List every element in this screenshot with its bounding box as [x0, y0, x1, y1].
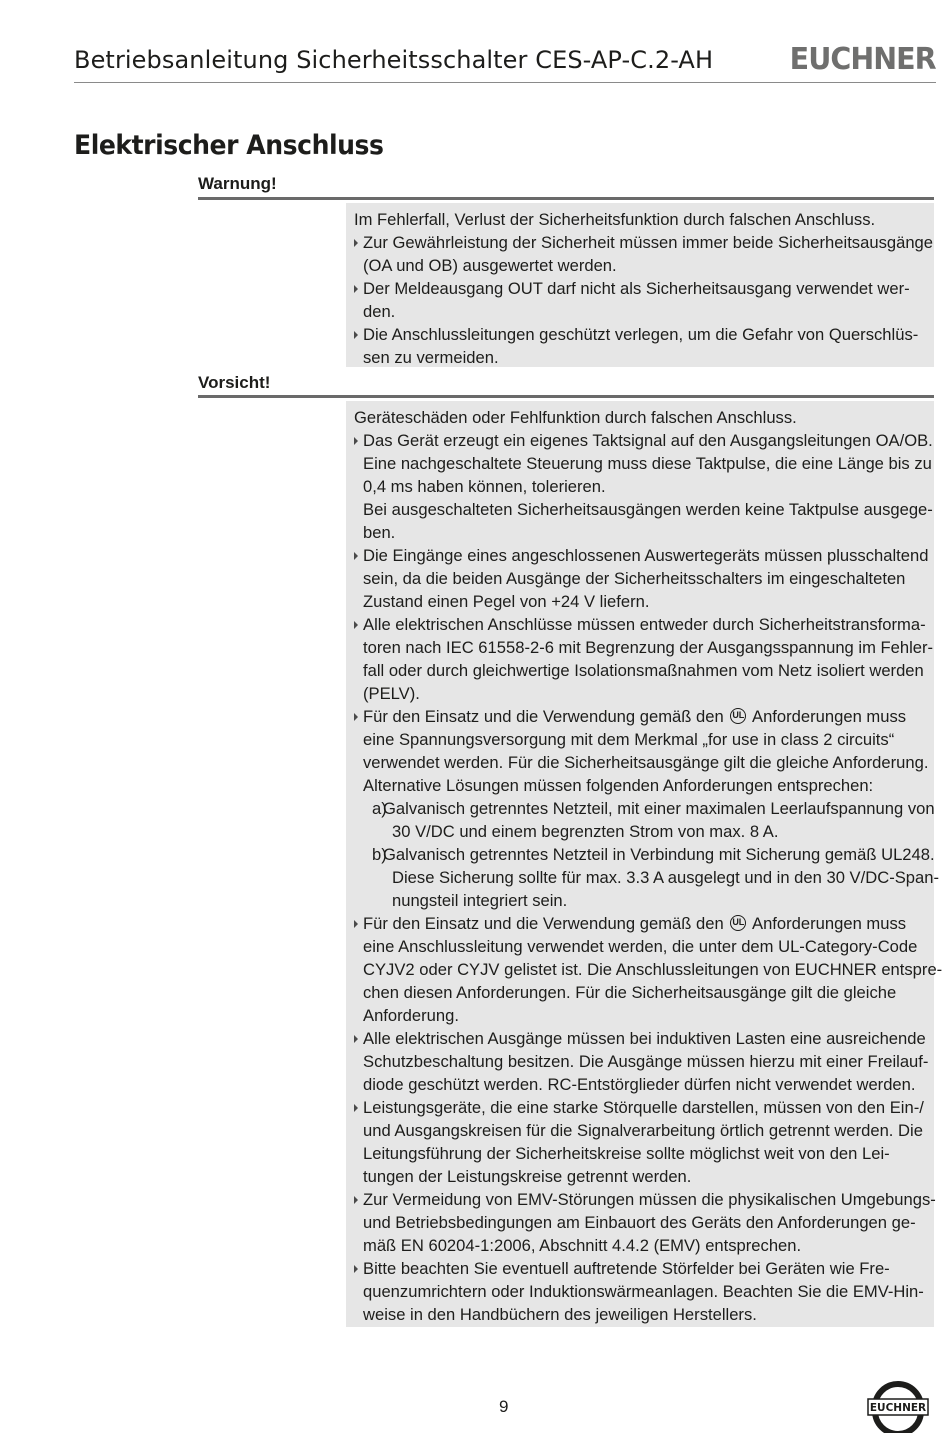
item-line: Das Gerät erzeugt ein eigenes Taktsignal auf den Ausgangsleitungen OA/OB. — [363, 431, 933, 450]
item-line — [363, 912, 926, 935]
warning-divider — [198, 197, 934, 200]
caution-item — [354, 1027, 929, 1096]
item-line: Die Anschlussleitungen geschützt verlegen, um die Gefahr von Querschlüs- — [363, 325, 919, 344]
item-line: Alle elektrischen Anschlüsse müssen entweder durch Sicherheitstransforma- — [363, 615, 926, 634]
bullet-arrow-icon — [354, 239, 358, 247]
warning-item — [354, 323, 926, 369]
warning-box — [346, 203, 934, 367]
bullet-arrow-icon — [354, 285, 358, 293]
logo-text: EUCHNER — [869, 1402, 927, 1414]
item-line: Diese Sicherung sollte für max. 3.3 A ausgelegt und in den 30 V/DC-Span- — [392, 868, 939, 887]
item-line: 0,4 ms haben können, tolerieren. — [363, 477, 606, 496]
sub-item-marker: b) — [372, 845, 387, 864]
caution-item — [354, 544, 929, 613]
item-line: Schutzbeschaltung besitzen. Die Ausgänge müssen hierzu mit einer Freilauf- — [363, 1052, 929, 1071]
caution-intro: Geräteschäden oder Fehlfunktion durch falschen Anschluss. — [354, 408, 797, 427]
item-line: Zur Gewährleistung der Sicherheit müssen immer beide Sicherheitsausgänge — [363, 233, 934, 252]
item-text: Anforderungen muss — [752, 707, 907, 726]
item-line: Bitte beachten Sie eventuell auftretende Störfelder bei Geräten wie Fre- — [363, 1259, 890, 1278]
item-line: CYJV2 oder CYJV gelistet ist. Die Anschlussleitungen von EUCHNER entspre- — [363, 960, 943, 979]
item-line: und Ausgangskreisen für die Signalverarbeitung örtlich getrennt werden. Die — [363, 1121, 923, 1140]
item-line: mäß EN 60204-1:2006, Abschnitt 4.4.2 (EMV) entsprechen. — [363, 1236, 802, 1255]
item-line: Die Eingänge eines angeschlossenen Auswertegeräts müssen plusschaltend — [363, 546, 929, 565]
bullet-arrow-icon — [354, 920, 358, 928]
item-line: Galvanisch getrenntes Netzteil, mit einer maximalen Leerlaufspannung von — [383, 799, 935, 818]
page-number: 9 — [499, 1397, 509, 1416]
bullet-arrow-icon — [354, 1104, 358, 1112]
ul-listing-mark-icon: UL — [730, 708, 746, 724]
ul-listing-mark-icon: UL — [730, 915, 746, 931]
item-line: Leistungsgeräte, die eine starke Störquelle darstellen, müssen von den Ein-/ — [363, 1098, 924, 1117]
item-line: diode geschützt werden. RC-Entstörglieder dürfen nicht verwendet werden. — [363, 1075, 916, 1094]
euchner-logo: EUCHNER — [789, 42, 936, 77]
item-line: sen zu vermeiden. — [363, 348, 499, 367]
header-divider — [74, 82, 936, 83]
caution-divider — [198, 395, 934, 398]
item-line: quenzumrichtern oder Induktionswärmeanlagen. Beachten Sie die EMV-Hin- — [363, 1282, 924, 1301]
item-line: (OA und OB) ausgewertet werden. — [363, 256, 617, 275]
item-line: Zur Vermeidung von EMV-Störungen müssen die physikalischen Umgebungs- — [363, 1190, 936, 1209]
warning-item — [354, 231, 934, 277]
bullet-arrow-icon — [354, 331, 358, 339]
caution-item — [354, 1188, 936, 1257]
caution-item — [354, 912, 943, 1027]
item-line: (PELV). — [363, 684, 420, 703]
item-line: sein, da die beiden Ausgänge der Sicherheitsschalters im eingeschalteten — [363, 569, 906, 588]
item-line: Alternative Lösungen müssen folgenden Anforderungen entsprechen: — [363, 776, 874, 795]
bullet-arrow-icon — [354, 1035, 358, 1043]
bullet-arrow-icon — [354, 713, 358, 721]
caution-item — [354, 613, 934, 705]
item-line: Eine nachgeschaltete Steuerung muss diese Taktpulse, die eine Länge bis zu — [363, 454, 932, 473]
item-text: Für den Einsatz und die Verwendung gemäß den — [363, 914, 724, 933]
caution-item — [354, 1257, 926, 1326]
caution-item — [354, 429, 933, 544]
caution-label: Vorsicht! — [198, 373, 271, 392]
item-text: Für den Einsatz und die Verwendung gemäß den — [363, 707, 724, 726]
bullet-arrow-icon — [354, 621, 358, 629]
sub-item-a — [363, 797, 935, 843]
item-line: eine Spannungsversorgung mit dem Merkmal „for use in class 2 circuits“ — [363, 730, 895, 749]
item-line: Zustand einen Pegel von +24 V liefern. — [363, 592, 650, 611]
caution-item — [354, 705, 939, 912]
item-line: Leitungsführung der Sicherheitskreise sollte möglichst weit von den Lei- — [363, 1144, 890, 1163]
item-line: ben. — [363, 523, 396, 542]
document-title: Betriebsanleitung Sicherheitsschalter CES-AP-C.2-AH — [74, 46, 714, 74]
bullet-arrow-icon — [354, 552, 358, 560]
item-line: und Betriebsbedingungen am Einbauort des Geräts den Anforderungen ge- — [363, 1213, 916, 1232]
item-line: 30 V/DC und einem begrenzten Strom von max. 8 A. — [392, 822, 779, 841]
sub-item-marker: a) — [372, 799, 387, 818]
item-line: eine Anschlussleitung verwendet werden, die unter dem UL-Category-Code — [363, 937, 918, 956]
item-line: Galvanisch getrenntes Netzteil in Verbindung mit Sicherung gemäß UL248. — [383, 845, 935, 864]
warning-label: Warnung! — [198, 174, 277, 193]
item-line: Der Meldeausgang OUT darf nicht als Sicherheitsausgang verwendet wer- — [363, 279, 910, 298]
caution-box — [346, 401, 943, 1327]
item-line: nungsteil integriert sein. — [392, 891, 568, 910]
item-text: Anforderungen muss — [752, 914, 907, 933]
item-line: fall oder durch gleichwertige Isolationsmaßnahmen vom Netz isoliert werden — [363, 661, 924, 680]
item-line: den. — [363, 302, 396, 321]
item-line: weise in den Handbüchern des jeweiligen Herstellers. — [363, 1305, 757, 1324]
bullet-arrow-icon — [354, 1196, 358, 1204]
item-line: tungen der Leistungskreise getrennt werden. — [363, 1167, 692, 1186]
bullet-arrow-icon — [354, 437, 358, 445]
euchner-footer-logo — [867, 1381, 929, 1433]
warning-intro: Im Fehlerfall, Verlust der Sicherheitsfunktion durch falschen Anschluss. — [354, 210, 876, 229]
warning-item — [354, 277, 926, 323]
item-line: verwendet werden. Für die Sicherheitsausgänge gilt die gleiche Anforderung. — [363, 753, 929, 772]
sub-item-b — [363, 843, 939, 912]
item-line: Anforderung. — [363, 1006, 459, 1025]
item-line: Bei ausgeschalteten Sicherheitsausgängen werden keine Taktpulse ausgege- — [363, 500, 933, 519]
item-line: chen diesen Anforderungen. Für die Sicherheitsausgänge gilt die gleiche — [363, 983, 897, 1002]
item-line — [363, 705, 926, 728]
section-title: Elektrischer Anschluss — [74, 130, 384, 161]
caution-item — [354, 1096, 926, 1188]
item-line: Alle elektrischen Ausgänge müssen bei induktiven Lasten eine ausreichende — [363, 1029, 926, 1048]
bullet-arrow-icon — [354, 1265, 358, 1273]
item-line: toren nach IEC 61558-2-6 mit Begrenzung der Ausgangsspannung im Fehler- — [363, 638, 934, 657]
